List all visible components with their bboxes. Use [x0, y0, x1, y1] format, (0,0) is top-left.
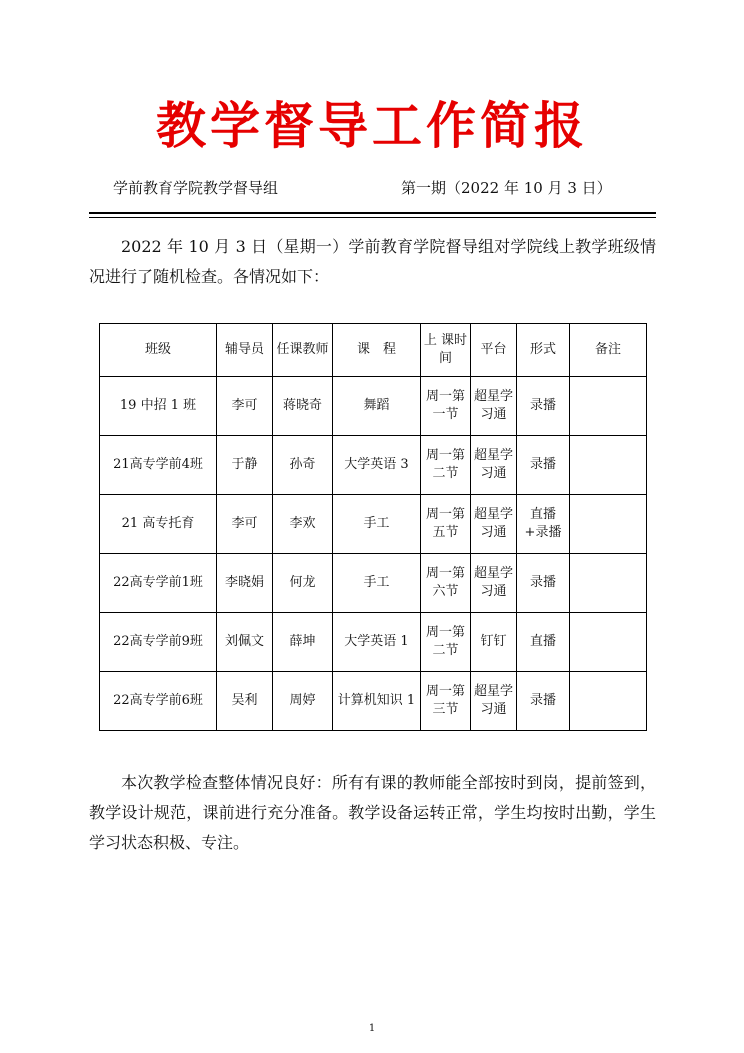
cell-course: 舞蹈	[333, 377, 421, 436]
table-row	[100, 436, 647, 495]
table-row	[100, 613, 647, 672]
cell-time: 周一第三节	[421, 672, 471, 731]
cell-mode: 录播	[517, 554, 570, 613]
cell-note	[570, 377, 647, 436]
cell-course: 计算机知识 1	[333, 672, 421, 731]
cell-counselor: 于静	[217, 436, 273, 495]
column-header-time: 上 课时间	[421, 324, 471, 377]
cell-counselor: 吴利	[217, 672, 273, 731]
cell-teacher: 孙奇	[273, 436, 333, 495]
table-row	[100, 672, 647, 731]
cell-time: 周一第二节	[421, 613, 471, 672]
cell-course: 大学英语 1	[333, 613, 421, 672]
issue-number-date: 第一期（2022 年 10 月 3 日）	[401, 179, 612, 197]
column-header-counselor: 辅导员	[217, 324, 273, 377]
column-header-course: 课 程	[333, 324, 421, 377]
cell-mode: 直播	[517, 613, 570, 672]
cell-course: 大学英语 3	[333, 436, 421, 495]
column-header-note: 备注	[570, 324, 647, 377]
page-number: 1	[368, 1023, 376, 1034]
cell-note	[570, 495, 647, 554]
cell-class: 22高专学前9班	[100, 613, 217, 672]
column-header-teacher: 任课教师	[273, 324, 333, 377]
cell-teacher: 周婷	[273, 672, 333, 731]
cell-note	[570, 436, 647, 495]
cell-class: 21高专学前4班	[100, 436, 217, 495]
report-title: 教学督导工作简报	[156, 97, 588, 155]
cell-counselor: 刘佩文	[217, 613, 273, 672]
cell-counselor: 李可	[217, 377, 273, 436]
column-header-class: 班级	[100, 324, 217, 377]
inspection-table	[99, 323, 647, 731]
cell-teacher: 李欢	[273, 495, 333, 554]
cell-time: 周一第五节	[421, 495, 471, 554]
cell-platform: 超星学习通	[471, 672, 517, 731]
column-header-mode: 形式	[517, 324, 570, 377]
cell-class: 19 中招 1 班	[100, 377, 217, 436]
cell-platform: 超星学习通	[471, 554, 517, 613]
header-rule-thick	[89, 212, 656, 214]
intro-paragraph: 2022 年 10 月 3 日（星期一）学前教育学院督导组对学院线上教学班级情况进行了随机检查。各情况如下：	[89, 237, 656, 286]
cell-course: 手工	[333, 495, 421, 554]
column-header-platform: 平台	[471, 324, 517, 377]
cell-platform: 超星学习通	[471, 495, 517, 554]
cell-mode: 直播+录播	[517, 495, 570, 554]
cell-note	[570, 554, 647, 613]
cell-mode: 录播	[517, 436, 570, 495]
table-row	[100, 377, 647, 436]
cell-note	[570, 672, 647, 731]
organization-name: 学前教育学院教学督导组	[113, 179, 279, 197]
table-row	[100, 495, 647, 554]
issue-line	[0, 177, 744, 199]
cell-time: 周一第一节	[421, 377, 471, 436]
table-row	[100, 554, 647, 613]
cell-mode: 录播	[517, 672, 570, 731]
cell-teacher: 蒋晓奇	[273, 377, 333, 436]
cell-time: 周一第二节	[421, 436, 471, 495]
cell-counselor: 李可	[217, 495, 273, 554]
cell-class: 21 高专托育	[100, 495, 217, 554]
cell-note	[570, 613, 647, 672]
cell-course: 手工	[333, 554, 421, 613]
table-header-row	[100, 324, 647, 377]
cell-class: 22高专学前6班	[100, 672, 217, 731]
cell-counselor: 李晓娟	[217, 554, 273, 613]
cell-platform: 超星学习通	[471, 436, 517, 495]
cell-time: 周一第六节	[421, 554, 471, 613]
cell-platform: 超星学习通	[471, 377, 517, 436]
cell-teacher: 薛坤	[273, 613, 333, 672]
header-rule-thin	[89, 217, 656, 218]
cell-platform: 钉钉	[471, 613, 517, 672]
summary-paragraph: 本次教学检查整体情况良好：所有有课的教师能全部按时到岗，提前签到，教学设计规范，课前进行充分准备。教学设备运转正常，学生均按时出勤，学生学习状态积极、专注。	[89, 773, 656, 852]
cell-class: 22高专学前1班	[100, 554, 217, 613]
cell-mode: 录播	[517, 377, 570, 436]
cell-teacher: 何龙	[273, 554, 333, 613]
